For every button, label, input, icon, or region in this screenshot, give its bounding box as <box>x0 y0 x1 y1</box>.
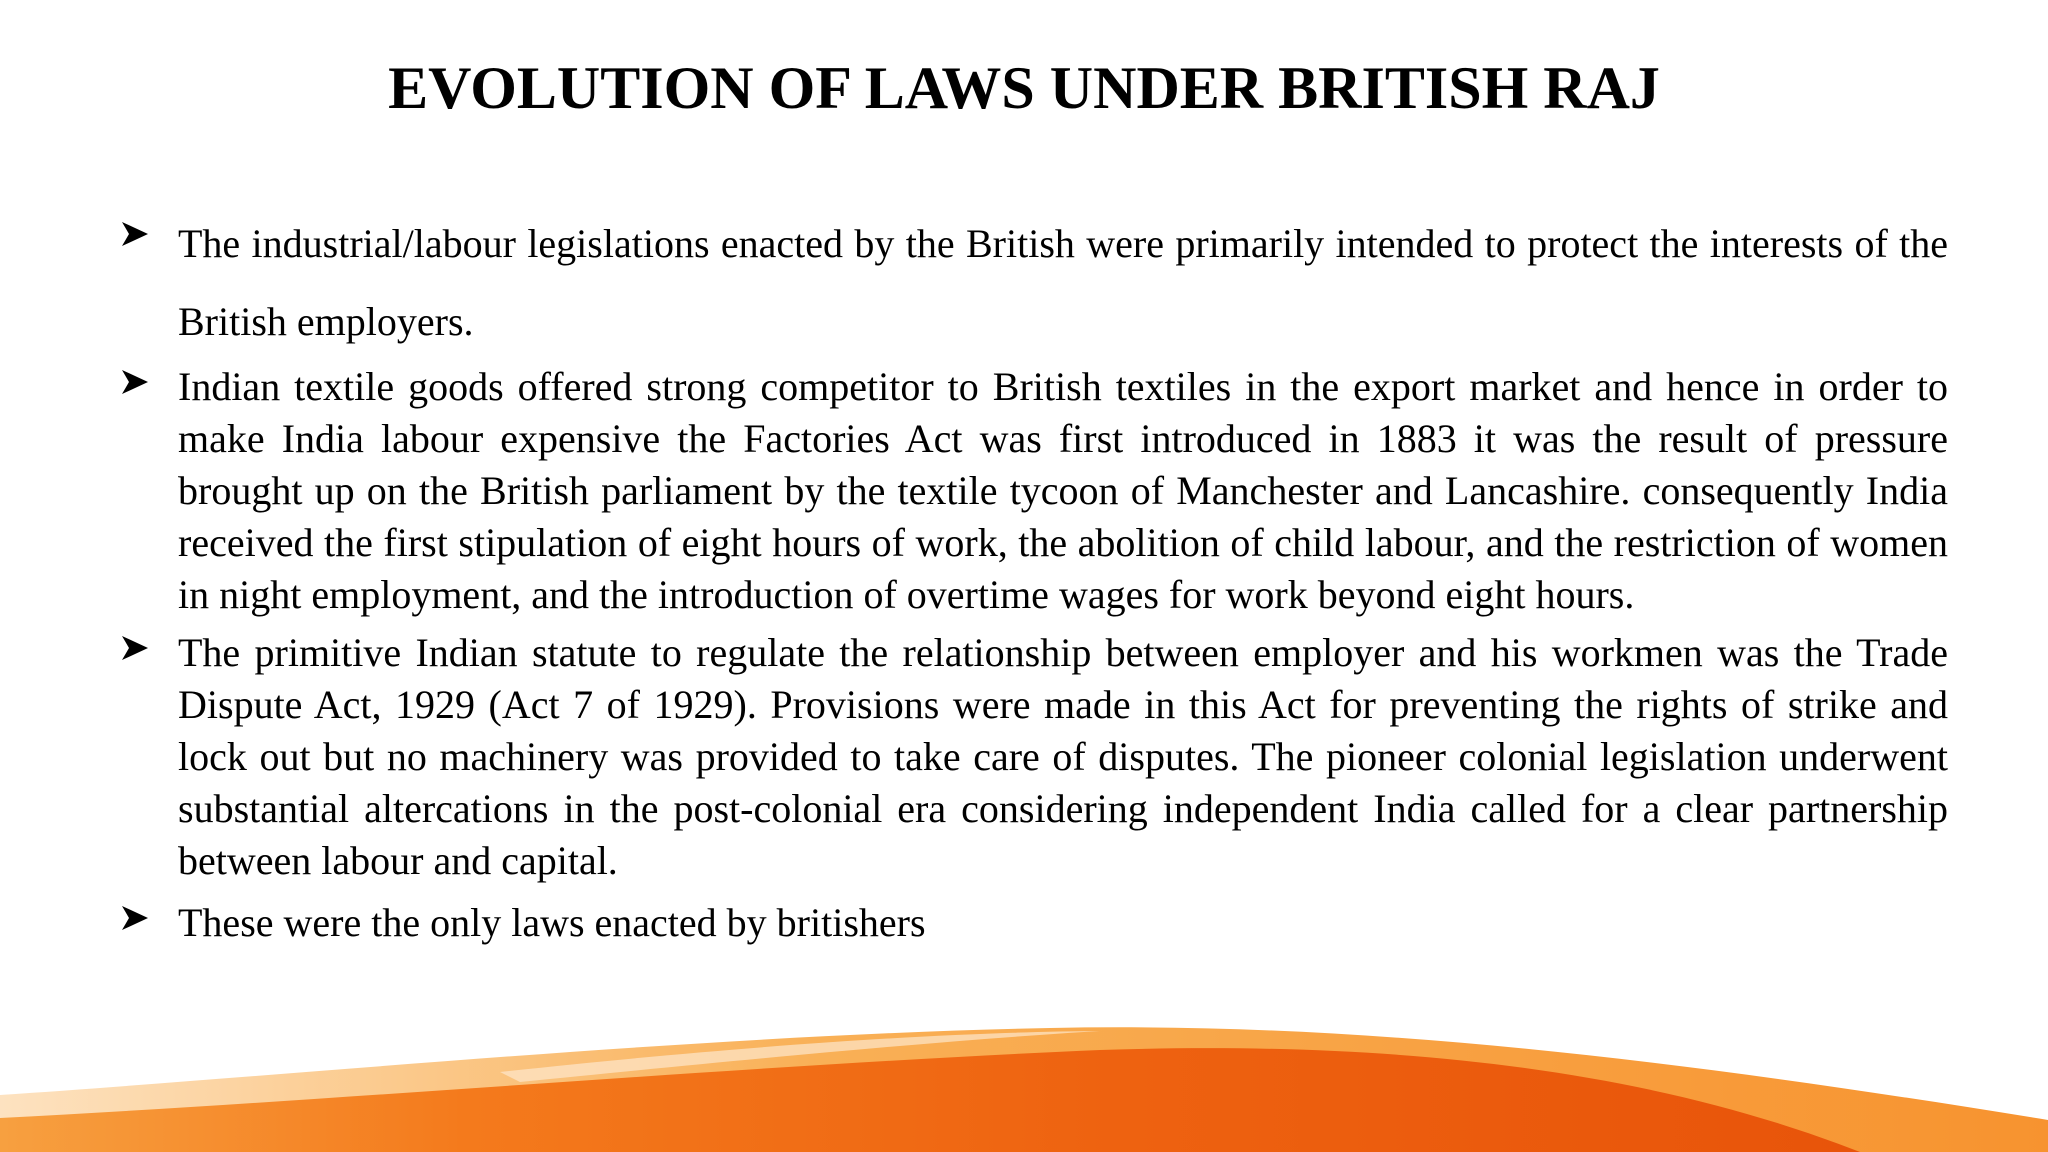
bullet-text: These were the only laws enacted by britishers <box>178 900 926 945</box>
bullet-text: Indian textile goods offered strong competitor to British textiles in the export market and hence in order to make India labour expensive the Factories Act was first introduced in 1883 it was the result of pressure brought up on the British parliament by the textile tycoon of Manchester and Lancashire. consequently India received the first stipulation of eight hours of work, the abolition of child labour, and the restriction of women in night employment, and the introduction of overtime wages for work beyond eight hours. <box>178 364 1948 617</box>
arrow-bullet-icon <box>120 219 150 249</box>
bullet-text: The industrial/labour legislations enacted by the British were primarily intended to protect the interests of the British employers. <box>178 221 1948 344</box>
decorative-wave-footer <box>0 1000 2048 1152</box>
bullet-text: The primitive Indian statute to regulate the relationship between employer and his workmen was the Trade Dispute Act, 1929 (Act 7 of 1929). Provisions were made in this Act for preventing the rights of strike and lock out but no machinery was provided to take care of disputes. The pioneer colonial legislation underwent substantial altercations in the post-colonial era considering independent India called for a clear partnership between labour and capital. <box>178 630 1948 883</box>
slide-title: EVOLUTION OF LAWS UNDER BRITISH RAJ <box>388 55 1660 121</box>
bullet-list <box>120 205 1948 949</box>
bullet-item <box>120 205 1948 361</box>
arrow-bullet-icon <box>120 633 150 663</box>
bullet-item <box>120 361 1948 621</box>
bullet-item <box>120 897 1948 949</box>
arrow-bullet-icon <box>120 903 150 933</box>
bullet-item <box>120 627 1948 887</box>
arrow-bullet-icon <box>120 367 150 397</box>
